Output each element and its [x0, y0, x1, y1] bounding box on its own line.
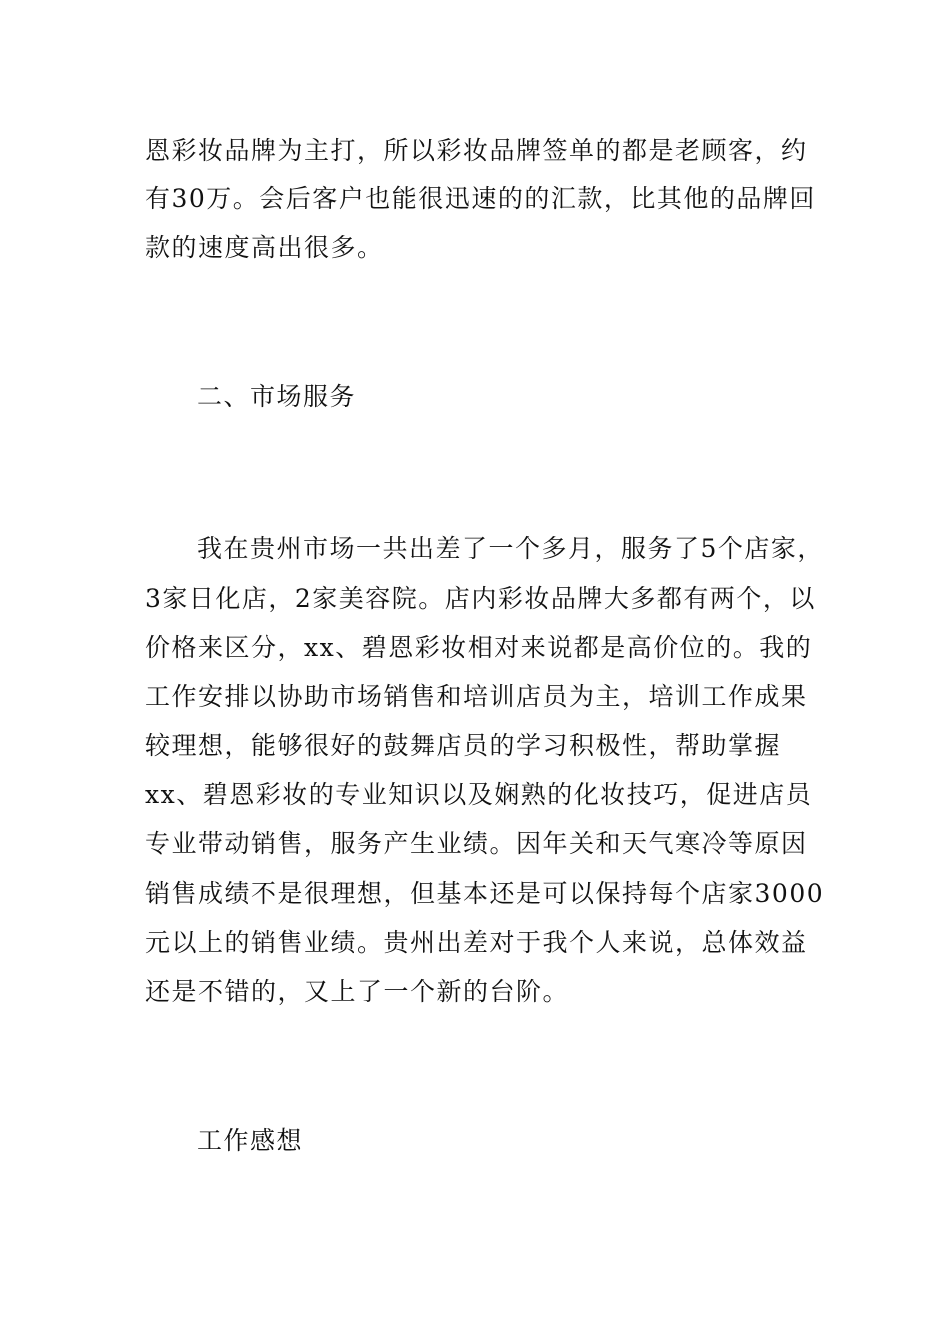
paragraph-line: 专业带动销售，服务产生业绩。因年关和天气寒冷等原因: [145, 829, 808, 858]
section-heading-market-service: 二、市场服务: [197, 382, 357, 411]
paragraph-line: 价格来区分，xx、碧恩彩妆相对来说都是高价位的。我的: [145, 633, 813, 662]
paragraph-line: xx、碧恩彩妆的专业知识以及娴熟的化妆技巧，促进店员: [145, 780, 813, 809]
paragraph-line: 还是不错的，又上了一个新的台阶。: [145, 977, 570, 1006]
paragraph-line: 销售成绩不是很理想，但基本还是可以保持每个店家3000: [145, 879, 825, 908]
paragraph-line: 3家日化店，2家美容院。店内彩妆品牌大多都有两个，以: [145, 584, 816, 613]
paragraph-line: 款的速度高出很多。: [145, 233, 384, 262]
section-heading-work-thoughts: 工作感想: [197, 1126, 304, 1155]
paragraph-line: 有30万。会后客户也能很迅速的的汇款，比其他的品牌回: [145, 184, 816, 213]
paragraph-line: 我在贵州市场一共出差了一个多月，服务了5个店家，: [197, 534, 824, 563]
paragraph-line: 恩彩妆品牌为主打，所以彩妆品牌签单的都是老顾客，约: [145, 136, 808, 165]
paragraph-line: 工作安排以协助市场销售和培训店员为主，培训工作成果: [145, 682, 808, 711]
paragraph-line: 元以上的销售业绩。贵州出差对于我个人来说，总体效益: [145, 928, 808, 957]
paragraph-line: 较理想，能够很好的鼓舞店员的学习积极性，帮助掌握: [145, 731, 782, 760]
